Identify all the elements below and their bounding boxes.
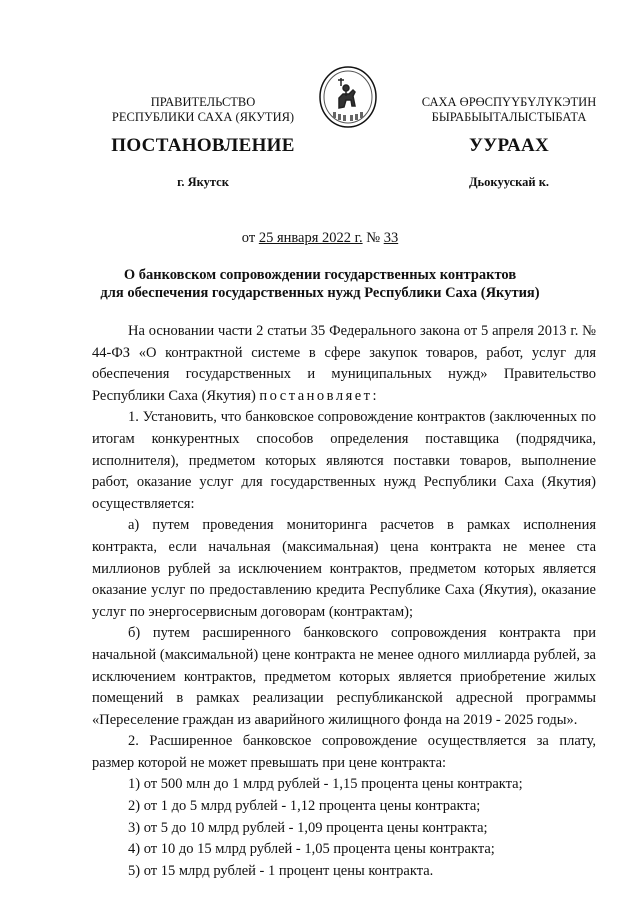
city-left: г. Якутск (177, 175, 229, 189)
date-prefix: от (241, 230, 259, 246)
fee-item-2: 2) от 1 до 5 млрд рублей - 1,12 процента цены контракта; (128, 798, 481, 815)
number-prefix: № (362, 230, 384, 246)
fee-item-4: 4) от 10 до 15 млрд рублей - 1,05 процента цены контракта; (128, 841, 495, 858)
header-org-left-line1: ПРАВИТЕЛЬСТВО (150, 95, 256, 109)
fee-item-1: 1) от 500 млн до 1 млрд рублей - 1,15 процента цены контракта; (128, 776, 523, 793)
header-org-right-line2: БЫРАБЫЫТАЛЫСТЫБАТА (431, 110, 587, 124)
date-line (0, 230, 640, 247)
document-title (80, 266, 560, 302)
document-title-line1: О банковском сопровождении государственных контрактов (123, 267, 517, 283)
document-date: 25 января 2022 г. (258, 230, 363, 246)
coat-of-arms-emblem (313, 62, 383, 132)
preamble-text: На основании части 2 статьи 35 Федерального закона от 5 апреля 2013 г. № 44-ФЗ «О контрактной системе в сфере закупок товаров, работ, услуг для обеспечения государственных и муниципальных нужд» Правительство Республики Саха (Якутия) (92, 323, 596, 404)
document-body (92, 321, 596, 882)
header-org-left-line2: РЕСПУБЛИКИ САХА (ЯКУТИЯ) (111, 110, 295, 124)
header-org-right (398, 95, 620, 125)
document-number: 33 (383, 230, 399, 246)
paragraph-1a: а) путем проведения мониторинга расчетов в рамках исполнения контракта, если начальная (максимальная) цена контракта не менее ста миллионов рублей за исключением контрактов, предметом которых является оказание услуг по предоставлению кредита Республике Саха (Якутия), оказание услуг по энергосервисным договорам (контрактам); (92, 517, 596, 620)
document-title-line2: для обеспечения государственных нужд Республики Саха (Якутия) (100, 285, 540, 301)
preamble-paragraph (92, 321, 596, 407)
paragraph-1: 1. Установить, что банковское сопровождение контрактов (заключенных по итогам конкурентных способов определения поставщика (подрядчика, исполнителя), предметом которых являются поставки товаров, выполнение работ, оказание услуг для государственных нужд Республики Саха (Якутия) осуществляется: (92, 409, 596, 512)
fee-item-5: 5) от 15 млрд рублей - 1 процент цены контракта. (128, 862, 434, 879)
header-org-left (92, 95, 314, 125)
paragraph-2: 2. Расширенное банковское сопровождение осуществляется за плату, размер которой не может превышать при цене контракта: (92, 733, 596, 771)
fee-item-3: 3) от 5 до 10 млрд рублей - 1,09 процента цены контракта; (128, 819, 488, 836)
city-right: Дьокуускай к. (468, 175, 550, 189)
paragraph-1b: б) путем расширенного банковского сопровождения контракта при начальной (максимальной) цене контракта не менее одного миллиарда рублей, за исключением контрактов, предметом которых является приобретение жилых помещений в рамках реализации республиканской адресной программы «Переселение граждан из аварийного жилищного фонда на 2019 - 2025 годы». (92, 625, 596, 728)
doc-type-left: ПОСТАНОВЛЕНИЕ (111, 135, 295, 156)
header-org-right-line1: САХА ӨРӨСПҮҮБҮЛҮКЭТИН (421, 95, 597, 109)
preamble-resolves: постановляет: (259, 387, 380, 404)
doc-type-right: УУРААХ (468, 135, 550, 156)
